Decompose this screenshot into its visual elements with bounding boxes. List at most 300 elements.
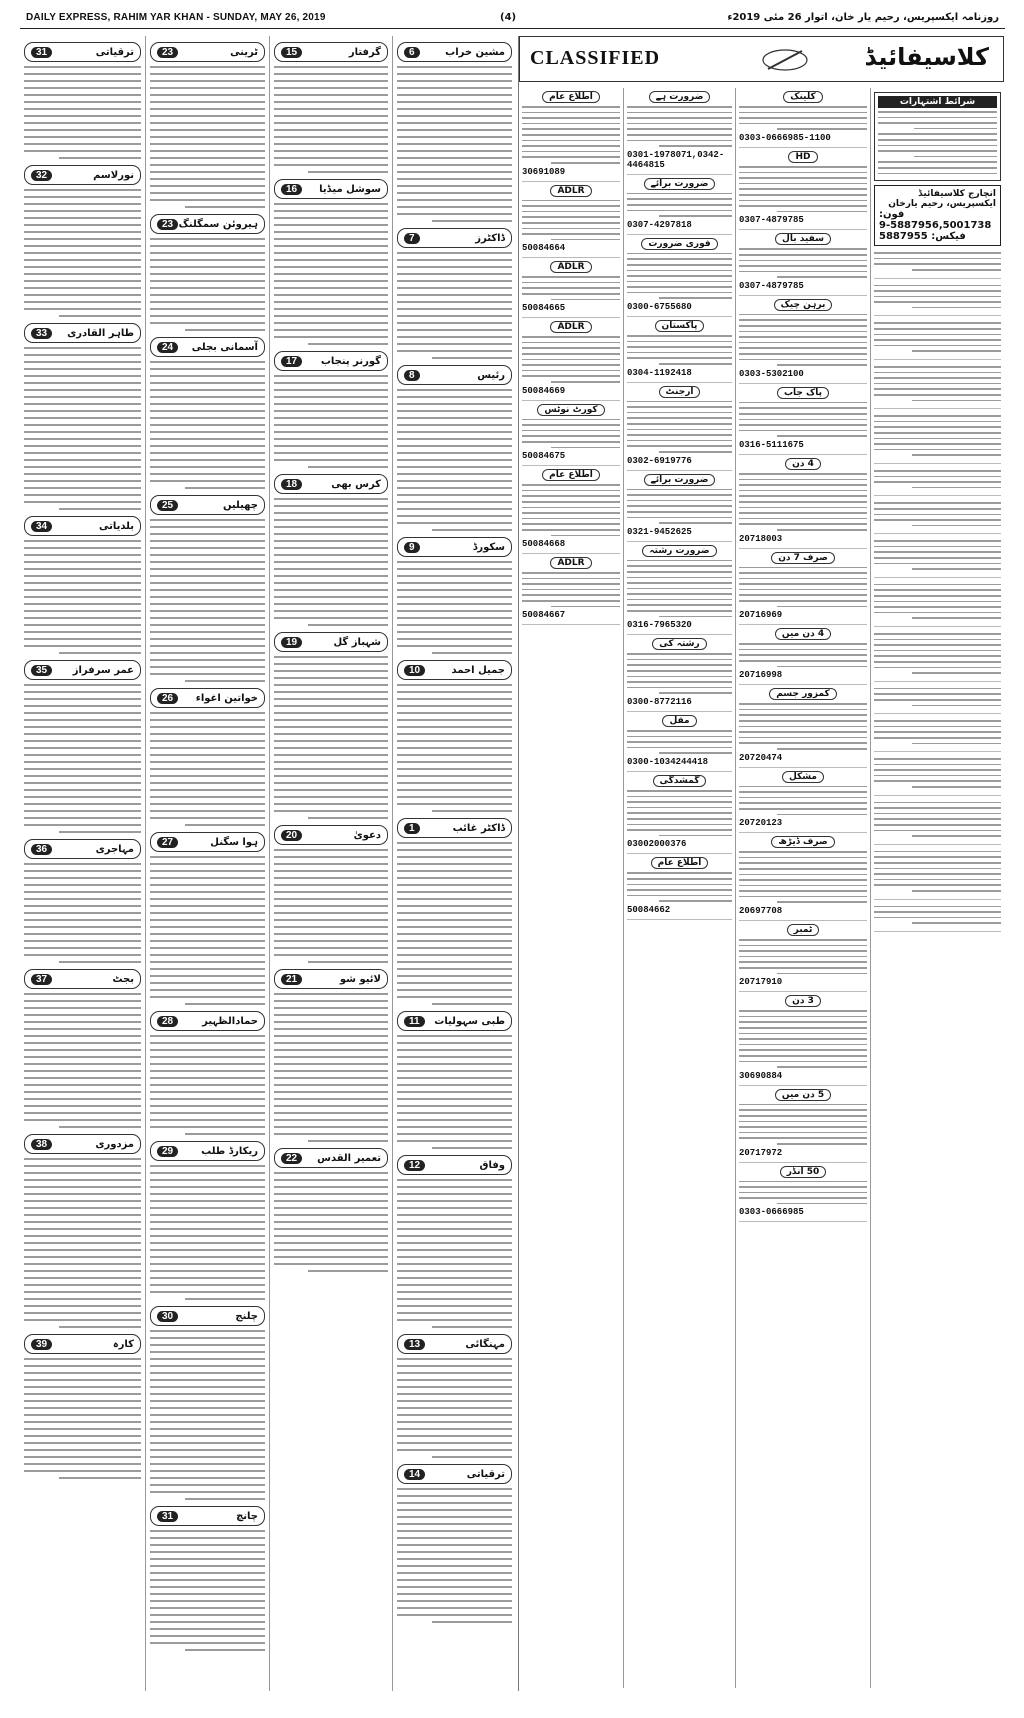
contact-fax: فیکس: 5887955 <box>879 231 966 243</box>
ad-heading <box>522 404 620 416</box>
news-item <box>274 969 388 1142</box>
news-body-text <box>274 498 388 626</box>
news-number: 30 <box>157 1311 178 1322</box>
news-body-text <box>274 849 388 963</box>
news-item <box>397 365 512 531</box>
classified-ad <box>874 534 1001 578</box>
news-item <box>24 1334 141 1479</box>
ad-phone: 50084675 <box>522 451 566 462</box>
news-headline <box>24 660 141 680</box>
ad-body-text <box>627 872 732 902</box>
news-body-text <box>150 66 265 208</box>
classified-ad <box>874 464 1001 496</box>
news-body-text <box>397 561 512 654</box>
ad-phone: 50084665 <box>522 303 566 314</box>
news-body-text <box>397 389 512 531</box>
contact-box <box>874 185 1001 246</box>
news-number: 21 <box>281 974 302 985</box>
news-headline <box>24 165 141 185</box>
ad-heading <box>739 299 867 311</box>
classified-ad <box>739 992 867 1086</box>
ad-heading <box>739 688 867 700</box>
news-title: ڈاکٹرز <box>475 232 505 244</box>
news-headline <box>274 474 388 494</box>
news-body-text <box>397 1035 512 1149</box>
news-headline <box>397 1464 512 1484</box>
classified-ad <box>627 772 732 854</box>
news-number: 23 <box>157 219 178 230</box>
news-headline <box>24 1334 141 1354</box>
ad-heading-label: گمشدگی <box>653 775 707 787</box>
news-headline <box>24 42 141 62</box>
news-body-text <box>24 540 141 654</box>
news-title: ہیروئن سمگلنگ <box>178 218 258 230</box>
classified-ad <box>739 1163 867 1223</box>
news-number: 11 <box>404 1016 425 1027</box>
classified-banner <box>519 36 1004 82</box>
ad-phone: 20720474 <box>739 752 783 763</box>
news-number: 14 <box>404 1469 425 1480</box>
news-body-text <box>150 238 265 331</box>
news-headline <box>24 969 141 989</box>
news-body-text <box>150 1330 265 1500</box>
news-item <box>150 1011 265 1135</box>
ad-heading <box>627 474 732 486</box>
news-body-text <box>24 684 141 833</box>
classified-ad <box>739 921 867 992</box>
classified-ad <box>627 88 732 175</box>
news-body-text <box>24 993 141 1128</box>
ad-body-text <box>627 401 732 453</box>
ad-heading-label: ضرورت رشتہ <box>642 545 716 557</box>
ad-heading-label: ضرورت ہے <box>649 91 711 103</box>
news-body-text <box>397 1358 512 1458</box>
ad-body-text <box>874 252 1001 270</box>
classified-ad <box>627 383 732 471</box>
classified-ad <box>739 625 867 685</box>
ad-body-text <box>874 584 1001 619</box>
news-title: عمر سرفراز <box>72 664 134 676</box>
news-number: 15 <box>281 47 302 58</box>
classified-ad <box>522 554 620 625</box>
news-number: 28 <box>157 1016 178 1027</box>
news-number: 33 <box>31 328 52 339</box>
ad-heading <box>522 91 620 103</box>
news-title: گورنر پنجاب <box>320 355 381 367</box>
ad-phone: 30691089 <box>522 166 566 177</box>
ad-phone: 30690884 <box>739 1070 783 1081</box>
ad-phone: 50084668 <box>522 539 566 550</box>
classified-ad <box>874 796 1001 845</box>
ad-body-text <box>739 1010 867 1068</box>
ad-heading <box>739 233 867 245</box>
classified-ad <box>739 1086 867 1163</box>
news-number: 32 <box>31 170 52 181</box>
page-number: (4) <box>500 12 517 23</box>
news-item <box>150 42 265 208</box>
ad-heading-label: 4 دن میں <box>775 628 831 640</box>
ad-body-text <box>739 1104 867 1145</box>
ad-heading <box>739 458 867 470</box>
news-item <box>274 825 388 963</box>
ad-heading-label: پاک جاب <box>777 387 829 399</box>
news-number: 31 <box>157 1511 178 1522</box>
classified-column-rates <box>871 88 1004 1688</box>
news-headline <box>274 351 388 371</box>
ad-body-text <box>874 633 1001 674</box>
ad-body-text <box>627 653 732 694</box>
contact-label: انچارج کلاسیفائیڈ ایکسپریس، رحیم یارخان <box>888 189 996 210</box>
ad-heading <box>627 91 732 103</box>
ad-phone: 20717910 <box>739 977 783 988</box>
news-title: سکورڈ <box>472 541 505 553</box>
ad-heading <box>627 238 732 250</box>
news-title: بجٹ <box>112 973 134 985</box>
classified-ad <box>627 712 732 772</box>
news-title: ڈاکٹر غائب <box>452 822 505 834</box>
news-title: تعمیر القدس <box>317 1152 381 1164</box>
ad-phone: 0307-4297818 <box>627 219 692 230</box>
news-body-text <box>397 684 512 812</box>
news-body-text <box>274 375 388 468</box>
news-column-4 <box>393 36 516 1691</box>
news-title: کارہ <box>112 1338 134 1350</box>
news-body-text <box>397 1179 512 1328</box>
classified-ad <box>874 409 1001 464</box>
ad-body-text <box>739 939 867 974</box>
classified-ad <box>739 230 867 296</box>
ad-body-text <box>627 193 732 217</box>
ad-heading <box>522 557 620 569</box>
news-headline <box>274 632 388 652</box>
news-headline <box>274 969 388 989</box>
news-item <box>397 1334 512 1458</box>
ad-heading-label: صرف 7 دن <box>771 552 835 564</box>
classified-ad <box>739 549 867 626</box>
classified-ad <box>739 833 867 921</box>
classified-ad <box>874 714 1001 752</box>
news-headline <box>150 42 265 62</box>
ad-heading-label: ارجنٹ <box>659 386 701 398</box>
news-item <box>397 1011 512 1149</box>
ad-heading-label: ضرورت برائے <box>644 178 716 190</box>
ad-heading <box>739 1166 867 1178</box>
news-headline <box>150 495 265 515</box>
news-title: چلنج <box>235 1310 258 1322</box>
news-title: وفاق <box>479 1159 505 1171</box>
ad-heading <box>627 178 732 190</box>
ad-heading-label: ضرورت برائے <box>644 474 716 486</box>
ad-heading <box>739 995 867 1007</box>
news-title: مہاجری <box>95 843 134 855</box>
news-headline <box>274 825 388 845</box>
classified-title-en: CLASSIFIED <box>530 47 661 69</box>
classified-ad <box>874 246 1001 278</box>
news-number: 38 <box>31 1139 52 1150</box>
rates-text <box>878 111 997 174</box>
ad-phone: 0300-6755680 <box>627 302 692 313</box>
ad-heading-label: برہن چیک <box>774 299 833 311</box>
ad-heading <box>739 387 867 399</box>
classified-column-2 <box>624 88 736 1688</box>
news-item <box>397 42 512 222</box>
news-headline <box>397 1155 512 1175</box>
classified-ad <box>874 279 1001 317</box>
ad-heading <box>627 386 732 398</box>
classified-ad <box>739 455 867 549</box>
classified-ad <box>874 900 1001 932</box>
ad-heading <box>522 321 620 333</box>
news-item <box>24 42 141 159</box>
ad-body-text <box>739 473 867 531</box>
classified-ad <box>874 360 1001 409</box>
ad-heading <box>627 638 732 650</box>
news-headline <box>397 365 512 385</box>
news-headline <box>397 42 512 62</box>
news-headline <box>150 337 265 357</box>
news-headline <box>150 1306 265 1326</box>
ad-body-text <box>627 790 732 836</box>
ad-heading <box>627 545 732 557</box>
news-number: 17 <box>281 356 302 367</box>
classified-ad <box>874 752 1001 796</box>
ad-heading-label: ADLR <box>550 321 591 333</box>
classified-ad <box>522 466 620 554</box>
rates-box <box>874 92 1001 181</box>
news-headline <box>24 839 141 859</box>
news-body-text <box>274 203 388 345</box>
news-body-text <box>24 347 141 510</box>
news-number: 10 <box>404 665 425 676</box>
news-number: 29 <box>157 1146 178 1157</box>
news-number: 12 <box>404 1160 425 1171</box>
news-number: 16 <box>281 184 302 195</box>
news-body-text <box>24 1158 141 1328</box>
news-body-text <box>150 519 265 682</box>
ad-phone: 0307-4879785 <box>739 215 804 226</box>
news-item <box>274 351 388 468</box>
ad-heading <box>627 320 732 332</box>
news-body-text <box>24 863 141 963</box>
ad-body-text <box>739 703 867 749</box>
news-title: حمادالظہیر <box>202 1015 258 1027</box>
news-body-text <box>274 993 388 1142</box>
news-title: طاہر القادری <box>67 327 134 339</box>
news-body-text <box>24 1358 141 1479</box>
rates-title: شرائط اشتہارات <box>878 96 997 108</box>
news-headline <box>274 179 388 199</box>
news-number: 13 <box>404 1339 425 1350</box>
classified-ad <box>522 182 620 259</box>
news-number: 26 <box>157 693 178 704</box>
ad-phone: 0300-1034244418 <box>627 756 709 767</box>
classified-column-3 <box>736 88 871 1688</box>
masthead-left: DAILY EXPRESS, RAHIM YAR KHAN - SUNDAY, MAY 26, 2019 <box>26 12 326 23</box>
ad-body-text <box>739 643 867 667</box>
news-headline <box>24 516 141 536</box>
ad-body-text <box>627 253 732 299</box>
news-headline <box>397 537 512 557</box>
news-title: مزدوری <box>95 1138 134 1150</box>
ad-heading-label: 3 دن <box>785 995 821 1007</box>
news-title: طبی سہولیات <box>434 1015 505 1027</box>
news-title: رئیس <box>477 369 505 381</box>
news-body-text <box>397 842 512 1005</box>
news-item <box>274 42 388 173</box>
news-item <box>274 179 388 345</box>
ad-body-text <box>874 415 1001 456</box>
ad-phone: 0316-7965320 <box>627 620 692 631</box>
ad-heading <box>739 151 867 163</box>
news-item <box>24 969 141 1128</box>
news-number: 8 <box>404 370 420 381</box>
news-number: 6 <box>404 47 420 58</box>
ad-phone: 20717972 <box>739 1147 783 1158</box>
ad-heading <box>627 857 732 869</box>
news-headline <box>24 1134 141 1154</box>
news-body-text <box>274 656 388 819</box>
news-body-text <box>150 856 265 1005</box>
news-number: 39 <box>31 1339 52 1350</box>
ad-body-text <box>874 906 1001 924</box>
news-body-text <box>274 1172 388 1272</box>
news-title: خواتین اغواء <box>195 692 258 704</box>
ad-phone: 50084662 <box>627 904 671 915</box>
news-number: 9 <box>404 542 420 553</box>
news-column-2 <box>146 36 270 1691</box>
ad-phone: 0302-6919776 <box>627 455 692 466</box>
news-item <box>397 818 512 1005</box>
ad-body-text <box>874 758 1001 788</box>
ad-heading-label: اطلاع عام <box>542 91 600 103</box>
classified-ad <box>627 635 732 712</box>
news-title: سوشل میڈیا <box>319 183 381 195</box>
news-item <box>150 1306 265 1500</box>
news-title: ترقیاتی <box>95 46 134 58</box>
ad-heading-label: مقل <box>662 715 696 727</box>
classified-ad <box>739 88 867 148</box>
news-headline <box>397 228 512 248</box>
news-item <box>150 214 265 331</box>
ad-body-text <box>522 336 620 382</box>
classified-ad <box>739 768 867 834</box>
news-item <box>397 537 512 654</box>
news-number: 36 <box>31 844 52 855</box>
news-item <box>274 632 388 819</box>
news-title: چھیلیں <box>222 499 258 511</box>
ad-body-text <box>874 851 1001 892</box>
ad-heading-label: ٹمبر <box>787 924 820 936</box>
ad-body-text <box>522 484 620 536</box>
ad-body-text <box>739 314 867 366</box>
news-body-text <box>24 66 141 159</box>
news-item <box>24 516 141 654</box>
news-headline <box>150 688 265 708</box>
classified-ad <box>874 496 1001 534</box>
ad-heading <box>522 261 620 273</box>
news-number: 18 <box>281 479 302 490</box>
ad-phone: 50084664 <box>522 243 566 254</box>
news-number: 35 <box>31 665 52 676</box>
news-headline <box>150 832 265 852</box>
news-number: 24 <box>157 342 178 353</box>
news-title: ہوا سگنل <box>210 836 258 848</box>
news-title: ٹرینی <box>230 46 258 58</box>
ad-heading-label: 5 دن میں <box>775 1089 831 1101</box>
news-number: 37 <box>31 974 52 985</box>
news-headline <box>397 660 512 680</box>
ad-heading-label: کمزور جسم <box>769 688 836 700</box>
news-body-text <box>274 66 388 173</box>
classified-title-ur: کلاسیفائیڈ <box>864 43 989 71</box>
ad-heading <box>739 836 867 848</box>
pen-icon <box>760 45 810 75</box>
ad-heading <box>739 552 867 564</box>
ad-phone: 50084667 <box>522 610 566 621</box>
ad-body-text <box>739 402 867 437</box>
ad-body-text <box>874 366 1001 401</box>
news-number: 19 <box>281 637 302 648</box>
ad-body-text <box>739 248 867 278</box>
news-item <box>150 688 265 826</box>
news-item <box>397 228 512 359</box>
news-body-text <box>150 1035 265 1135</box>
ad-body-text <box>522 419 620 449</box>
classified-ad <box>874 578 1001 627</box>
classified-ad <box>627 471 732 542</box>
ad-heading-label: اطلاع عام <box>651 857 709 869</box>
news-item <box>24 323 141 510</box>
news-title: نورلاسم <box>93 169 134 181</box>
ad-body-text <box>739 786 867 816</box>
ad-heading <box>739 91 867 103</box>
news-body-text <box>24 189 141 317</box>
news-headline <box>397 1011 512 1031</box>
ad-body-text <box>874 322 1001 352</box>
ad-phone: 03002000376 <box>627 839 687 850</box>
ad-phone: 0316-5111675 <box>739 439 804 450</box>
news-headline <box>274 42 388 62</box>
ad-heading-label: سفید بال <box>775 233 831 245</box>
classified-ad <box>627 854 732 920</box>
ad-body-text <box>627 489 732 524</box>
ad-body-text <box>874 688 1001 706</box>
classified-ad <box>522 88 620 182</box>
ad-phone: 0301-1978071,0342-4464815 <box>627 149 725 170</box>
news-headline <box>150 214 265 234</box>
ad-heading <box>522 185 620 197</box>
news-body-text <box>150 1530 265 1651</box>
ad-phone: 0304-1192418 <box>627 367 692 378</box>
classified-ad <box>874 682 1001 714</box>
news-column-1 <box>20 36 146 1691</box>
news-body-text <box>397 66 512 222</box>
ad-phone: 0307-4879785 <box>739 280 804 291</box>
ad-phone: 20716969 <box>739 610 783 621</box>
ad-heading-label: اطلاع عام <box>542 469 600 481</box>
news-item <box>274 474 388 626</box>
ad-body-text <box>874 470 1001 488</box>
news-number: 20 <box>281 830 302 841</box>
news-number: 7 <box>404 233 420 244</box>
ad-heading <box>627 775 732 787</box>
ad-heading-label: ADLR <box>550 261 591 273</box>
news-title: دعویٰ <box>353 829 381 841</box>
news-item <box>397 1464 512 1623</box>
ad-body-text <box>739 851 867 903</box>
classified-ad <box>874 316 1001 360</box>
ad-heading <box>627 715 732 727</box>
